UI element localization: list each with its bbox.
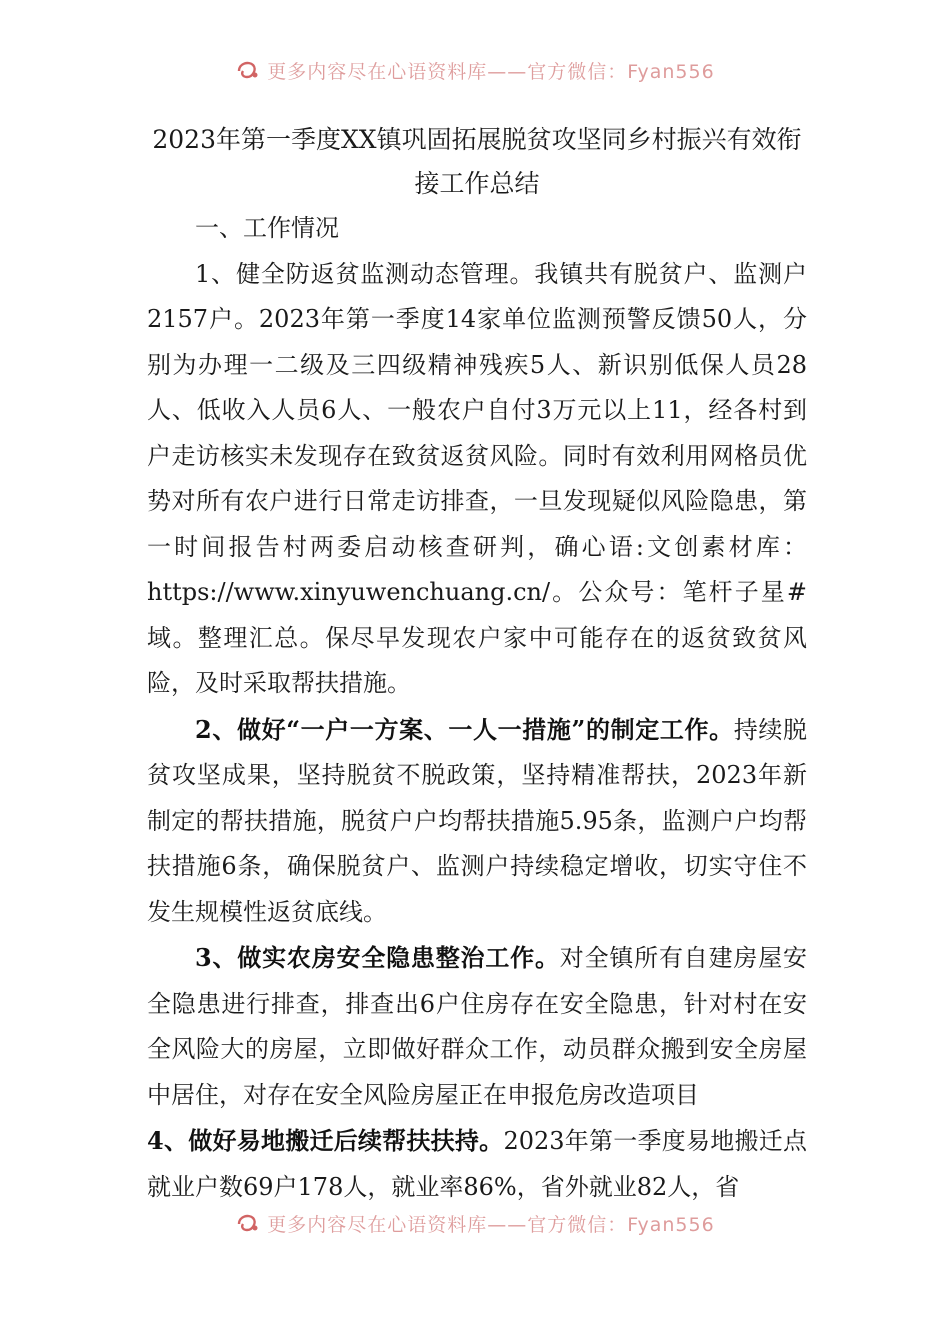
watermark-footer	[0, 1203, 950, 1243]
paragraph-item-2	[147, 707, 807, 936]
document-title	[137, 118, 817, 206]
document-body	[147, 118, 807, 1210]
watermark-text: 更多内容尽在心语资料库——官方微信：Fyan556	[267, 60, 715, 83]
section-heading: 一、工作情况	[195, 214, 339, 242]
item-3-text: 对全镇所有自建房屋安全隐患进行排查，排查出6户住房存在安全隐患，针对村在安全风险大的房屋，立即做好群众工作，动员群众搬到安全房屋中居住，对存在安全风险房屋正在申报危房改造项目	[147, 944, 808, 1109]
watermark-header	[0, 50, 950, 90]
item-2-heading: 2、做好“一户一方案、一人一措施”的制定工作。	[195, 714, 734, 744]
item-4-heading: 4、做好易地搬迁后续帮扶扶持。	[147, 1126, 504, 1155]
title-line-2: 接工作总结	[414, 169, 540, 198]
item-3-heading: 3、做实农房安全隐患整治工作。	[195, 943, 560, 972]
paragraph-item-1: 1、健全防返贫监测动态管理。我镇共有脱贫户、监测户2157户。2023年第一季度14家单位监测预警反馈50人，分别为办理一二级及三四级精神残疾5人、新识别低保人员28人、低收入人员6人、一般农户自付3万元以上11，经各村到户走访核实未发现存在致贫返贫风险。同时有效利用网格员优势对所有农户进行日常走访排查，一旦发现疑似风险隐患，第一时间报告村两委启动核查研判，确心语:文创素材库：https://www.xinyuwenchuang.cn/。公众号：笔杆子星#域。整理汇总。保尽早发现农户家中可能存在的返贫致贫风险，及时采取帮扶措施。	[147, 259, 807, 697]
brand-logo-icon	[235, 57, 261, 83]
brand-logo-icon	[235, 1210, 261, 1236]
watermark-text: 更多内容尽在心语资料库——官方微信：Fyan556	[267, 1213, 715, 1236]
item-2-text: 持续脱贫攻坚成果，坚持脱贫不脱政策，坚持精准帮扶，2023年新制定的帮扶措施，脱贫户户均帮扶措施5.95条，监测户户均帮扶措施6条，确保脱贫户、监测户持续稳定增收，切实守住不发生规模性返贫底线。	[147, 715, 808, 926]
item-4-text: 2023年第一季度易地搬迁点就业户数69户178人，就业率86%，省外就业82人，省	[147, 1127, 808, 1201]
title-line-1: 2023年第一季度XX镇巩固拓展脱贫攻坚同乡村振兴有效衔	[152, 125, 802, 154]
paragraph-item-4	[147, 1118, 807, 1210]
paragraph-item-3	[147, 935, 807, 1118]
